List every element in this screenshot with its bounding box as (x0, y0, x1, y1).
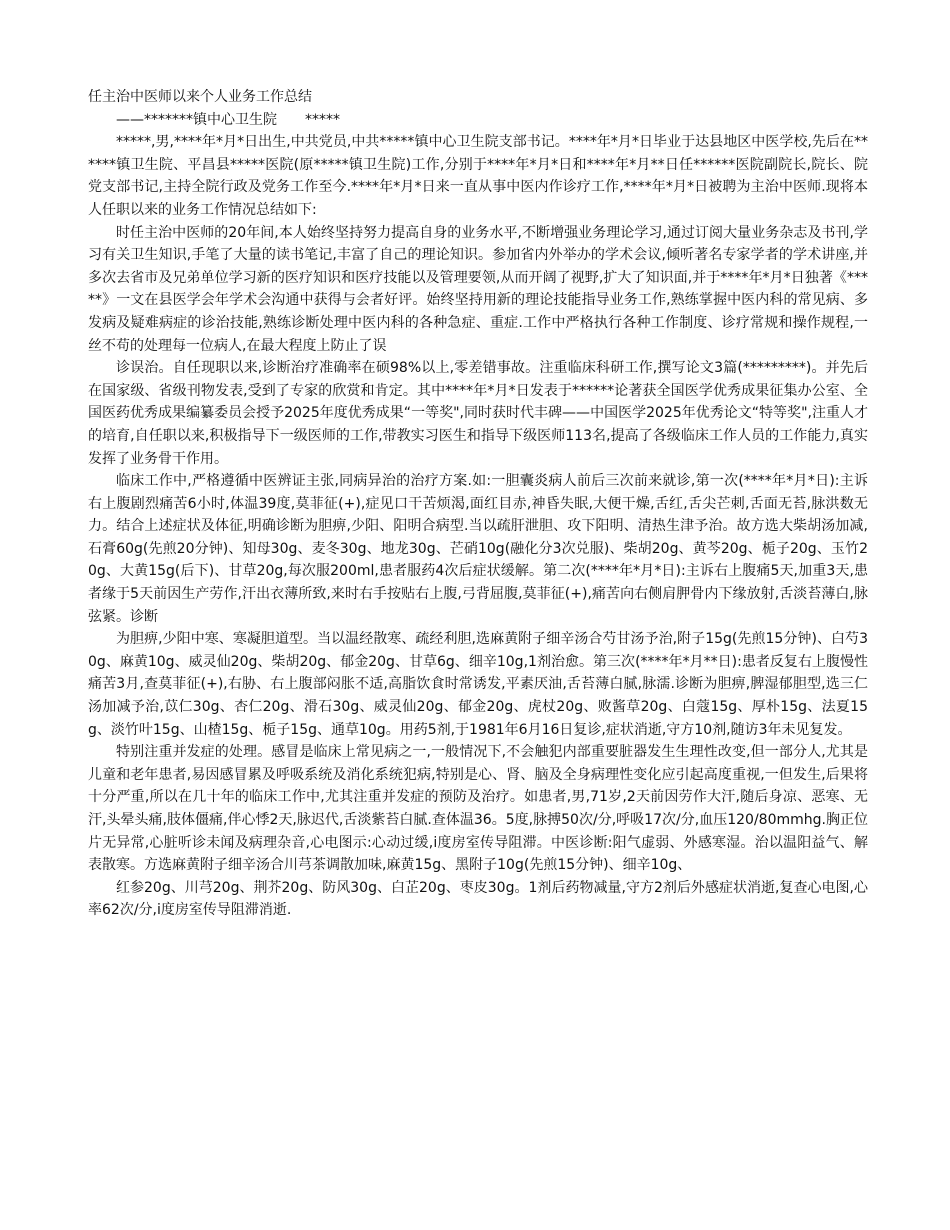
paragraph-outcome: 红参20g、川芎20g、荆芥20g、防风30g、白芷20g、枣皮30g。1剂后药物减量,守方2剂后外感症状消逝,复查心电图,心率62次/分,ⅰ度房室传导阻滞消逝. (88, 879, 868, 919)
paragraph-complications: 特别注重并发症的处理。感冒是临床上常见病之一,一般情况下,不会触犯内部重要脏器发生生理性改变,但一部分人,尤其是儿童和老年患者,易因感冒累及呼吸系统及消化系统犯病,特别是心、肾、脑及全身病理性变化应引起高度重视,一但发生,后果将十分严重,所以在几十年的临床工作中,尤其注重并发症的预防及治疗。如患者,男,71岁,2天前因劳作大汗,随后身凉、恶寒、无汗,头晕头痛,肢体僵痛,伴心悸2天,脉迟代,舌淡紫苔白腻.查体温36。5度,脉搏50次/分,呼吸17次/分,血压120/80mmhg.胸正位片无异常,心脏听诊未闻及病理杂音,心电图示:心动过缓,ⅰ度房室传导阻滞。中医诊断:阳气虚弱、外感寒湿。治以温阳益气、解表散寒。方选麻黄附子细辛汤合川芎茶调散加味,麻黄15g、黑附子10g(先煎15分钟)、细辛10g、 (88, 744, 868, 874)
paragraph-research: 诊误治。自任现职以来,诊断治疗准确率在硕98%以上,零差错事故。注重临床科研工作,撰写论文3篇(*********)。并先后在国家级、省级刊物发表,受到了专家的欣赏和肯定。其中****年*月*日发表于******论著获全国医学优秀成果征集办公室、全国医药优秀成果编纂委员会授予2025年度优秀成果“一等奖",同时获时代丰碑——中国医学2025年优秀论文“特等奖",注重人才的培育,自任职以来,积极指导下一级医师的工作,带教实习医生和指导下级医师113名,提高了各级临床工作人员的工作能力,真实发挥了业务骨干作用。 (88, 360, 868, 467)
paragraph-clinical-case-1: 临床工作中,严格遵循中医辨证主张,同病异治的治疗方案.如:一胆囊炎病人前后三次前来就诊,第一次(****年*月*日):主诉右上腹剧烈痛苦6小时,体温39度,莫菲征(+),症见口干苦烦渴,面红目赤,神昏失眠,大便干燥,舌红,舌尖芒刺,舌面无苔,脉洪数无力。结合上述症状及体征,明确诊断为胆痹,少阳、阳明合病型.当以疏肝泄胆、攻下阳明、清热生津予治。故方选大柴胡汤加减,石膏60g(先煎20分钟)、知母30g、麦冬30g、地龙30g、芒硝10g(融化分3次兑服)、柴胡20g、黄芩20g、栀子20g、玉竹20g、大黄15g(后下)、甘草20g,每次服200ml,患者服药4次后症状缓解。第二次(****年*月*日):主诉右上腹痛5天,加重3天,患者缘于5天前因生产劳作,汗出衣薄所致,来时右手按贴右上腹,弓背屈腹,莫菲征(+),痛苦向右侧肩胛骨内下缘放射,舌淡苔薄白,脉弦紧。诊断 (88, 473, 868, 625)
document-page (88, 86, 868, 922)
paragraph-clinical-case-2: 为胆痹,少阳中寒、寒凝胆道型。当以温经散寒、疏经利胆,选麻黄附子细辛汤合芍甘汤予治,附子15g(先煎15分钟)、白芍30g、麻黄10g、威灵仙20g、柴胡20g、郁金20g、甘草6g、细辛10g,1剂治愈。第三次(****年*月**日):患者反复右上腹慢性痛苦3月,查莫菲征(+),右胁、右上腹部闷胀不适,高脂饮食时常诱发,平素厌油,舌苔薄白腻,脉濡.诊断为胆痹,脾湿郁胆型,选三仁汤加减予治,苡仁30g、杏仁20g、滑石30g、威灵仙20g、郁金20g、虎杖20g、败酱草20g、白蔻15g、厚朴15g、法夏15g、淡竹叶15g、山楂15g、栀子15g、通草10g。用药5剂,于1981年6月16日复诊,症状消逝,守方10剂,随访3年未见复发。 (88, 631, 868, 738)
byline: ——*******镇中心卫生院 ***** (116, 111, 340, 128)
paragraph-intro: *****,男,****年*月*日出生,中共党员,中共*****镇中心卫生院支部书记。****年*月*日毕业于达县地区中医学校,先后在******镇卫生院、平昌县*****医院(原*****镇卫生院)工作,分别于****年*月*日和****年*月**日任******医院副院长,院长、院党支部书记,主持全院行政及党务工作至今.****年*月*日来一直从事中医内作诊疗工作,****年*月*日被聘为主治中医师.现将本人任职以来的业务工作情况总结如下: (88, 134, 868, 218)
paragraph-study: 时任主治中医师的20年间,本人始终坚持努力提高自身的业务水平,不断增强业务理论学习,通过订阅大量业务杂志及书刊,学习有关卫生知识,手笔了大量的读书笔记,丰富了自己的理论知识。参加省内外举办的学术会议,倾听著名专家学者的学术讲座,并多次去省市及兄弟单位学习新的医疗知识和医疗技能以及管理要领,从而开阔了视野,扩大了知识面,并于****年*月*日独著《*****》一文在县医学会年学术会沟通中获得与会者好评。始终坚持用新的理论技能指导业务工作,熟练掌握中医内科的常见病、多发病及疑难病症的诊治技能,熟练诊断处理中医内科的各种急症、重症.工作中严格执行各种工作制度、诊疗常规和操作规程,一丝不苟的处理每一位病人,在最大程度上防止了误 (88, 224, 868, 354)
document-title: 任主治中医师以来个人业务工作总结 (88, 89, 312, 105)
